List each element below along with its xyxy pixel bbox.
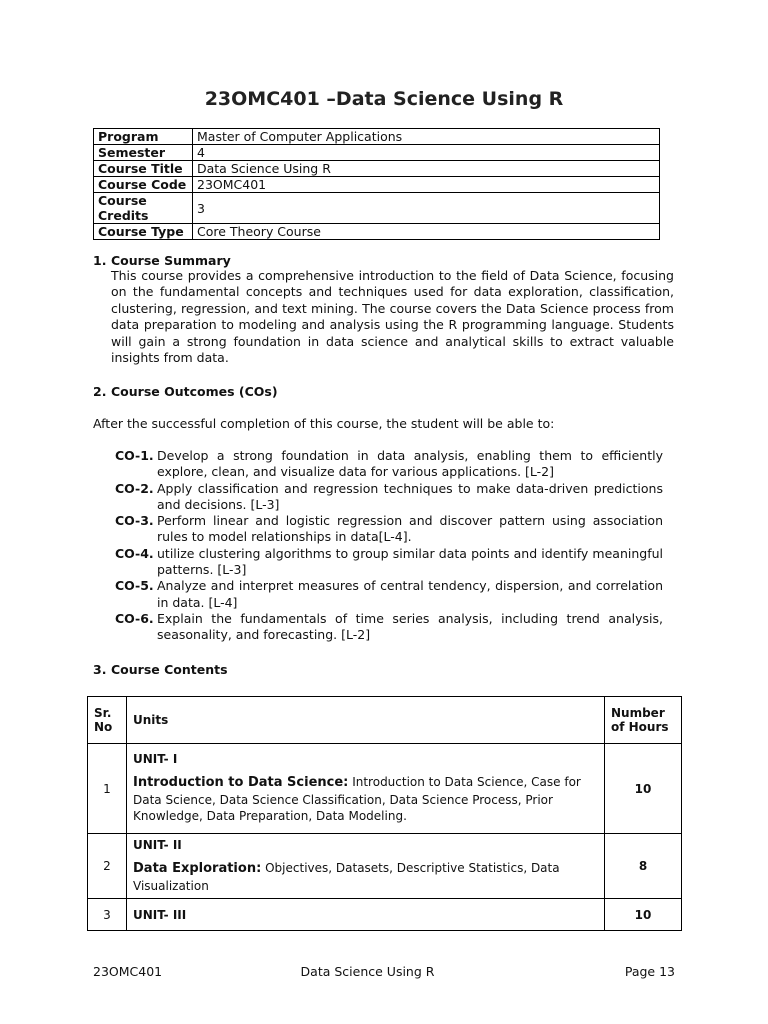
co-label: CO-3. bbox=[115, 513, 154, 529]
table-row bbox=[88, 899, 682, 931]
co-text: Analyze and interpret measures of central tendency, dispersion, and correlation in data. [L-4] bbox=[157, 578, 663, 610]
footer-course-code: 23OMC401 bbox=[93, 964, 163, 979]
row-hours: 10 bbox=[605, 899, 682, 931]
row-units bbox=[127, 744, 605, 834]
header-sr-line2: No bbox=[94, 720, 113, 734]
co-label: CO-5. bbox=[115, 578, 154, 594]
co-text: Apply classification and regression techniques to make data-driven predictions and decisions. [L-3] bbox=[157, 480, 663, 512]
row-sr: 1 bbox=[88, 744, 127, 834]
info-row-course-code bbox=[94, 177, 660, 193]
unit-topic-desc: Introduction to Data Science, Case for Data Science, Data Science Classification, Data Science Process, Prior Knowledge, Data Preparation, Data Modeling. bbox=[133, 775, 581, 824]
co-label: CO-1. bbox=[115, 448, 154, 463]
table-row bbox=[88, 744, 682, 834]
footer-course-title: Data Science Using R bbox=[300, 964, 435, 979]
header-hours bbox=[605, 697, 682, 744]
list-item bbox=[115, 448, 663, 481]
row-sr: 2 bbox=[88, 834, 127, 899]
info-row-course-credits bbox=[94, 193, 660, 224]
co-label: CO-4. bbox=[115, 545, 154, 561]
info-row-semester bbox=[94, 145, 660, 161]
unit-name: UNIT- I bbox=[133, 752, 178, 767]
header-sr-no bbox=[88, 697, 127, 744]
co-text: Explain the fundamentals of time series analysis, including trend analysis, seasonality, and forecasting. [L-2] bbox=[157, 610, 663, 643]
unit-topic: Data Exploration: bbox=[133, 861, 262, 876]
info-value: 3 bbox=[193, 193, 660, 224]
footer-page-number: Page 13 bbox=[624, 964, 675, 979]
list-item bbox=[115, 611, 663, 644]
list-item bbox=[115, 481, 663, 514]
info-label: Program bbox=[94, 129, 193, 145]
list-item bbox=[115, 513, 663, 546]
summary-heading bbox=[93, 253, 231, 268]
row-sr: 3 bbox=[88, 899, 127, 931]
header-sr-line1: Sr. bbox=[94, 706, 112, 720]
unit-description bbox=[133, 774, 598, 825]
row-hours: 8 bbox=[605, 834, 682, 899]
list-item bbox=[115, 578, 663, 611]
row-units bbox=[127, 899, 605, 931]
summary-number: 1. bbox=[93, 253, 107, 268]
outcomes-intro: After the successful completion of this course, the student will be able to: bbox=[93, 416, 555, 431]
table-row bbox=[88, 834, 682, 899]
info-label: Course Code bbox=[94, 177, 193, 193]
contents-heading-text: Course Contents bbox=[111, 662, 228, 677]
co-text: utilize clustering algorithms to group similar data points and identify meaningful patterns. [L-3] bbox=[157, 545, 663, 578]
co-label: CO-6. bbox=[115, 610, 154, 626]
header-units: Units bbox=[127, 697, 605, 744]
outcomes-heading bbox=[93, 384, 278, 399]
table-header-row bbox=[88, 697, 682, 744]
page-title: 23OMC401 –Data Science Using R bbox=[204, 88, 564, 110]
contents-number: 3. bbox=[93, 662, 107, 677]
info-value: 23OMC401 bbox=[193, 177, 660, 193]
header-hours-line2: of Hours bbox=[611, 720, 669, 734]
info-label: Semester bbox=[94, 145, 193, 161]
summary-heading-text: Course Summary bbox=[111, 253, 231, 268]
info-value: 4 bbox=[193, 145, 660, 161]
outcomes-heading-text: Course Outcomes (COs) bbox=[111, 384, 278, 399]
co-text: Develop a strong foundation in data analysis, enabling them to efficiently explore, clean, and visualize data for various applications. [L-2] bbox=[157, 448, 663, 480]
info-row-program bbox=[94, 129, 660, 145]
contents-heading bbox=[93, 662, 228, 677]
course-info-table bbox=[93, 128, 660, 240]
row-hours: 10 bbox=[605, 744, 682, 834]
co-label: CO-2. bbox=[115, 480, 154, 496]
summary-text: This course provides a comprehensive introduction to the field of Data Science, focusing on the fundamental concepts and techniques used for data exploration, classification, clustering, regression, and text mining. The course covers the Data Science process from data preparation to modeling and analysis using the R programming language. Students will gain a strong foundation in data science and analytical skills to extract valuable insights from data. bbox=[111, 268, 674, 366]
unit-name: UNIT- II bbox=[133, 838, 182, 852]
unit-topic-desc: Objectives, Datasets, Descriptive Statistics, Data Visualization bbox=[133, 861, 560, 893]
outcomes-number: 2. bbox=[93, 384, 107, 399]
info-label: Course Type bbox=[94, 224, 193, 240]
contents-table bbox=[87, 696, 682, 931]
info-value: Data Science Using R bbox=[193, 161, 660, 177]
header-hours-line1: Number bbox=[611, 706, 665, 720]
row-units bbox=[127, 834, 605, 899]
unit-topic: Introduction to Data Science: bbox=[133, 775, 349, 791]
list-item bbox=[115, 546, 663, 579]
co-text: Perform linear and logistic regression and discover pattern using association rules to model relationships in data[L-4]. bbox=[157, 513, 663, 545]
info-row-course-type bbox=[94, 224, 660, 240]
info-row-course-title bbox=[94, 161, 660, 177]
unit-name: UNIT- III bbox=[133, 907, 187, 922]
info-label: Course Title bbox=[94, 161, 193, 177]
info-value: Master of Computer Applications bbox=[193, 129, 660, 145]
outcomes-list bbox=[115, 448, 663, 644]
info-label: Course Credits bbox=[94, 193, 193, 224]
unit-description bbox=[133, 860, 598, 894]
info-value: Core Theory Course bbox=[193, 224, 660, 240]
